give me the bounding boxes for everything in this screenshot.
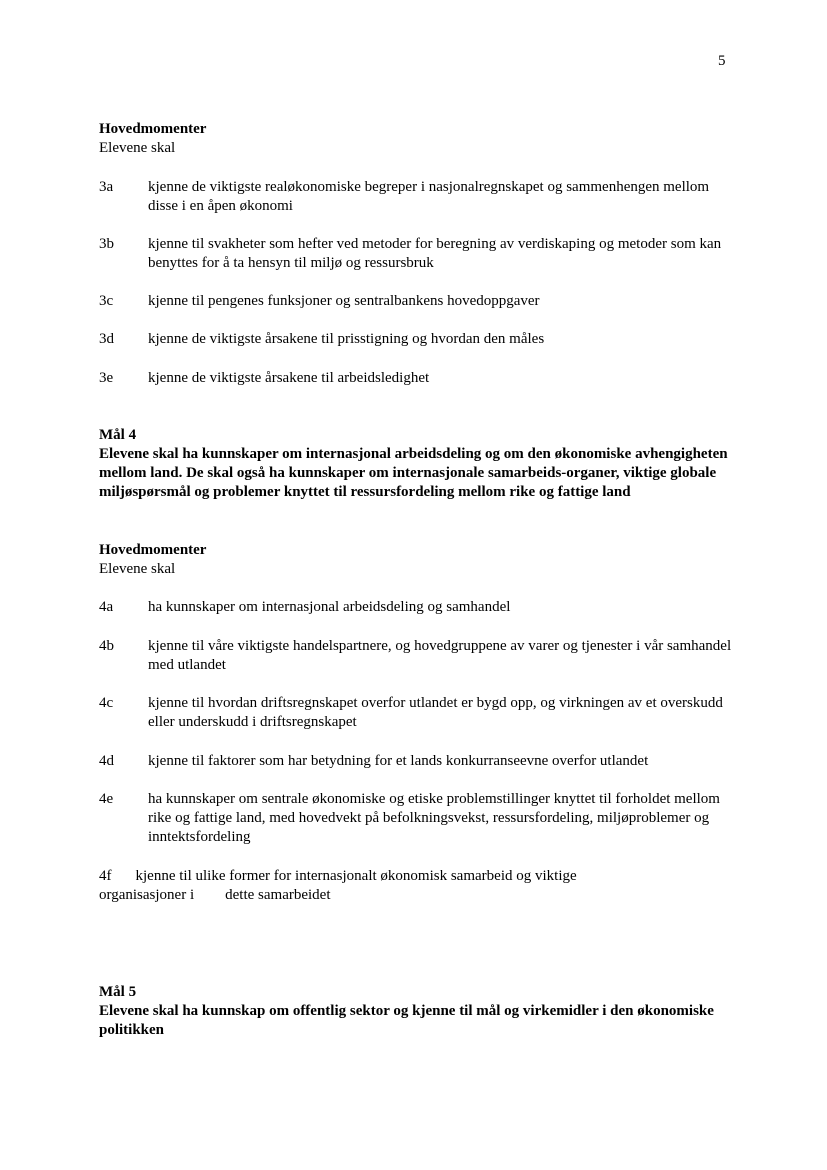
item-code: 3c — [99, 293, 114, 309]
list-item-4f — [99, 867, 739, 905]
item-text: ha kunnskaper om internasjonal arbeidsdeling og samhandel — [148, 599, 511, 615]
list-item-4d — [99, 752, 739, 771]
item-text: kjenne til pengenes funksjoner og sentralbankens hovedoppgaver — [148, 293, 540, 309]
item-text: kjenne til faktorer som har betydning for et lands konkurranseevne overfor utlandet — [148, 753, 649, 769]
item-text-line2a: organisasjoner i — [99, 887, 195, 903]
item-text-line1: kjenne til ulike former for internasjonalt økonomisk samarbeid og viktige — [135, 868, 577, 884]
goal-4-title: Mål 4 — [99, 427, 137, 443]
section-3-header — [99, 120, 739, 158]
list-item-3c — [99, 292, 739, 311]
item-text: ha kunnskaper om sentrale økonomiske og etiske problemstillinger knyttet til forholdet mellom rike og fattige land, med hovedvekt på befolkningsvekst, ressursfordeling, miljøproblemer og inntektsfordeling — [148, 791, 720, 845]
goal-5-text: Elevene skal ha kunnskap om offentlig sektor og kjenne til mål og virkemidler i den økonomiske politikken — [99, 1003, 714, 1038]
goal-4 — [99, 426, 739, 502]
goal-5-title: Mål 5 — [99, 984, 137, 1000]
item-text: kjenne til hvordan driftsregnskapet overfor utlandet er bygd opp, og virkningen av et overskudd eller underskudd i driftsregnskapet — [148, 695, 723, 730]
item-text-line2b: dette samarbeidet — [225, 887, 331, 903]
item-text: kjenne til svakheter som hefter ved metoder for beregning av verdiskaping og metoder som kan benyttes for å ta hensyn til miljø og ressursbruk — [148, 236, 722, 271]
item-code: 4e — [99, 791, 114, 807]
goal-4-text: Elevene skal ha kunnskaper om internasjonal arbeidsdeling og om den økonomiske avhengigheten mellom land. De skal også ha kunnskaper om internasjonale samarbeids-organer, viktige globale miljøspørsmål og problemer knyttet til ressursfordeling mellom rike og fattige land — [99, 446, 728, 500]
item-code: 3b — [99, 236, 114, 252]
page-number: 5 — [718, 53, 726, 69]
list-item-4a — [99, 598, 739, 617]
list-item-3d — [99, 330, 739, 349]
item-code: 3e — [99, 370, 114, 386]
item-text: kjenne de viktigste realøkonomiske begreper i nasjonalregnskapet og sammenhengen mellom disse i en åpen økonomi — [148, 179, 710, 214]
list-item-4e — [99, 790, 739, 847]
list-item-3e — [99, 369, 739, 388]
goal-5 — [99, 983, 739, 1040]
section-4-heading: Hovedmomenter — [99, 542, 207, 558]
section-4-header — [99, 541, 739, 579]
item-code: 4f — [99, 868, 112, 884]
item-code: 4d — [99, 753, 114, 769]
section-3-intro: Elevene skal — [99, 140, 176, 156]
list-item-4c — [99, 694, 739, 732]
section-4-intro: Elevene skal — [99, 561, 176, 577]
item-code: 4c — [99, 695, 114, 711]
item-code: 3a — [99, 179, 114, 195]
item-code: 4a — [99, 599, 114, 615]
item-code: 3d — [99, 331, 114, 347]
item-text: kjenne til våre viktigste handelspartnere, og hovedgruppene av varer og tjenester i vår samhandel med utlandet — [148, 638, 732, 673]
list-item-3b — [99, 235, 739, 273]
list-item-4b — [99, 637, 739, 675]
item-code: 4b — [99, 638, 114, 654]
item-text: kjenne de viktigste årsakene til arbeidsledighet — [148, 370, 430, 386]
list-item-3a — [99, 178, 739, 216]
section-3-heading: Hovedmomenter — [99, 121, 207, 137]
item-text: kjenne de viktigste årsakene til prisstigning og hvordan den måles — [148, 331, 545, 347]
